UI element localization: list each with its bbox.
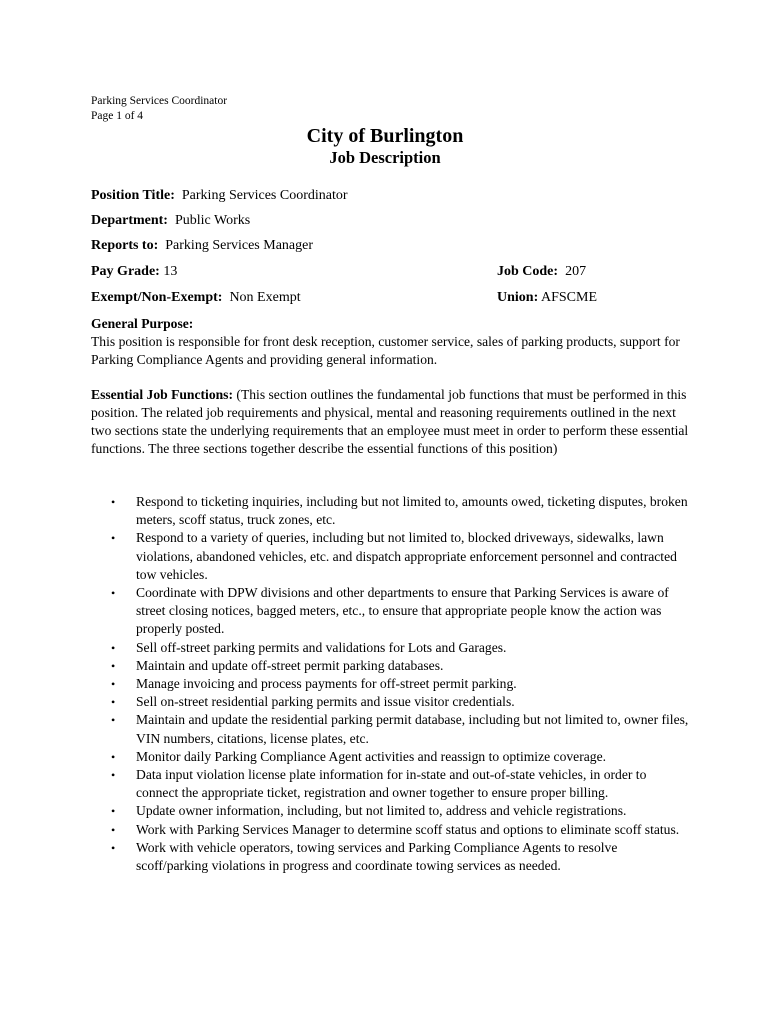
- header-page-number: Page 1 of 4: [91, 110, 144, 122]
- bullet-icon: •: [111, 749, 116, 764]
- header-doc-name: Parking Services Coordinator: [91, 95, 228, 107]
- union-field: [497, 289, 597, 306]
- document-type-title: Job Description: [329, 148, 441, 167]
- list-item: [91, 802, 691, 820]
- bullet-icon: •: [111, 658, 116, 673]
- reports-to-field: [91, 237, 313, 254]
- reports-to-value: Parking Services Manager: [165, 238, 313, 253]
- essential-functions-heading: Essential Job Functions:: [91, 387, 234, 402]
- position-title-field: [91, 187, 348, 204]
- exempt-value: Non Exempt: [229, 290, 301, 305]
- list-item: [91, 675, 691, 693]
- list-item-text: Coordinate with DPW divisions and other departments to ensure that Parking Services is aware of street closing notices, bagged meters, etc., to ensure that appropriate people know the action was properly posted.: [136, 585, 669, 637]
- bullet-icon: •: [111, 804, 116, 819]
- bullet-icon: •: [111, 640, 116, 655]
- list-item-text: Sell on-street residential parking permits and issue visitor credentials.: [136, 694, 515, 710]
- essential-functions-list: [91, 493, 691, 875]
- list-item-text: Maintain and update off-street permit parking databases.: [136, 657, 444, 673]
- general-purpose-text: This position is responsible for front desk reception, customer service, sales of parking products, support for Parking Compliance Agents and providing general information.: [91, 334, 680, 368]
- bullet-icon: •: [111, 822, 116, 837]
- pay-grade-label: Pay Grade:: [91, 264, 160, 279]
- list-item-text: Work with Parking Services Manager to determine scoff status and options to eliminate scoff status.: [136, 821, 680, 837]
- list-item: [91, 766, 691, 802]
- essential-functions-intro: (This section outlines the fundamental job functions that must be performed in this position. The related job requirements and physical, mental and reasoning requirements outlined in the next two sections state the underlying requirements that an employee must meet in order to perform these essential functions. The three sections together describe the essential functions of this position): [91, 387, 689, 457]
- list-item: [91, 711, 691, 747]
- bullet-icon: •: [111, 495, 116, 509]
- list-item: [91, 584, 691, 639]
- list-item: [91, 493, 691, 529]
- union-label: Union:: [497, 290, 539, 305]
- bullet-icon: •: [111, 677, 116, 692]
- list-item: [91, 529, 691, 584]
- pay-grade-field: [91, 263, 177, 280]
- list-item-text: Maintain and update the residential parking permit database, including but not limited to, owner files, VIN numbers, citations, license plates, etc.: [136, 712, 689, 746]
- reports-to-label: Reports to:: [91, 238, 159, 253]
- list-item: [91, 639, 691, 657]
- list-item: [91, 839, 691, 875]
- list-item-text: Respond to ticketing inquiries, including but not limited to, amounts owed, ticketing disputes, broken meters, scoff status, truck zones, etc.: [136, 494, 688, 528]
- general-purpose-heading: General Purpose:: [91, 316, 194, 331]
- exempt-label: Exempt/Non-Exempt:: [91, 290, 223, 305]
- pay-grade-value: 13: [163, 264, 178, 279]
- position-title-value: Parking Services Coordinator: [181, 188, 348, 203]
- general-purpose-section: [91, 315, 691, 369]
- department-value: Public Works: [174, 213, 251, 228]
- list-item-text: Sell off-street parking permits and validations for Lots and Garages.: [136, 639, 507, 655]
- bullet-icon: •: [111, 695, 116, 710]
- list-item-text: Data input violation license plate information for in-state and out-of-state vehicles, in order to connect the appropriate ticket, registration and owner together to ensure proper billing.: [136, 767, 647, 801]
- exempt-field: [91, 289, 301, 306]
- list-item: [91, 821, 691, 839]
- running-header: [91, 94, 227, 124]
- bullet-icon: •: [111, 840, 116, 855]
- department-label: Department:: [91, 213, 168, 228]
- bullet-icon: •: [111, 713, 116, 728]
- list-item: [91, 657, 691, 675]
- job-code-value: 207: [565, 264, 587, 279]
- bullet-icon: •: [111, 768, 116, 783]
- list-item-text: Update owner information, including, but not limited to, address and vehicle registrations.: [136, 803, 627, 819]
- list-item-text: Work with vehicle operators, towing services and Parking Compliance Agents to resolve scoff/parking violations in progress and coordinate towing services as needed.: [136, 839, 618, 874]
- list-item: [91, 748, 691, 766]
- department-field: [91, 212, 250, 229]
- job-code-label: Job Code:: [497, 264, 559, 279]
- position-title-label: Position Title:: [91, 188, 175, 203]
- city-title: City of Burlington: [306, 125, 464, 147]
- union-value: AFSCME: [540, 290, 597, 305]
- job-code-field: [497, 263, 586, 280]
- list-item-text: Monitor daily Parking Compliance Agent activities and reassign to optimize coverage.: [136, 748, 606, 764]
- list-item: [91, 693, 691, 711]
- bullet-icon: •: [111, 586, 116, 601]
- list-item-text: Manage invoicing and process payments for off-street permit parking.: [136, 676, 517, 692]
- bullet-icon: •: [111, 531, 116, 546]
- list-item-text: Respond to a variety of queries, including but not limited to, blocked driveways, sidewalks, lawn violations, abandoned vehicles, etc. and dispatch appropriate enforcement personnel and contracted tow vehicles.: [136, 530, 677, 582]
- essential-functions-section: [91, 386, 691, 458]
